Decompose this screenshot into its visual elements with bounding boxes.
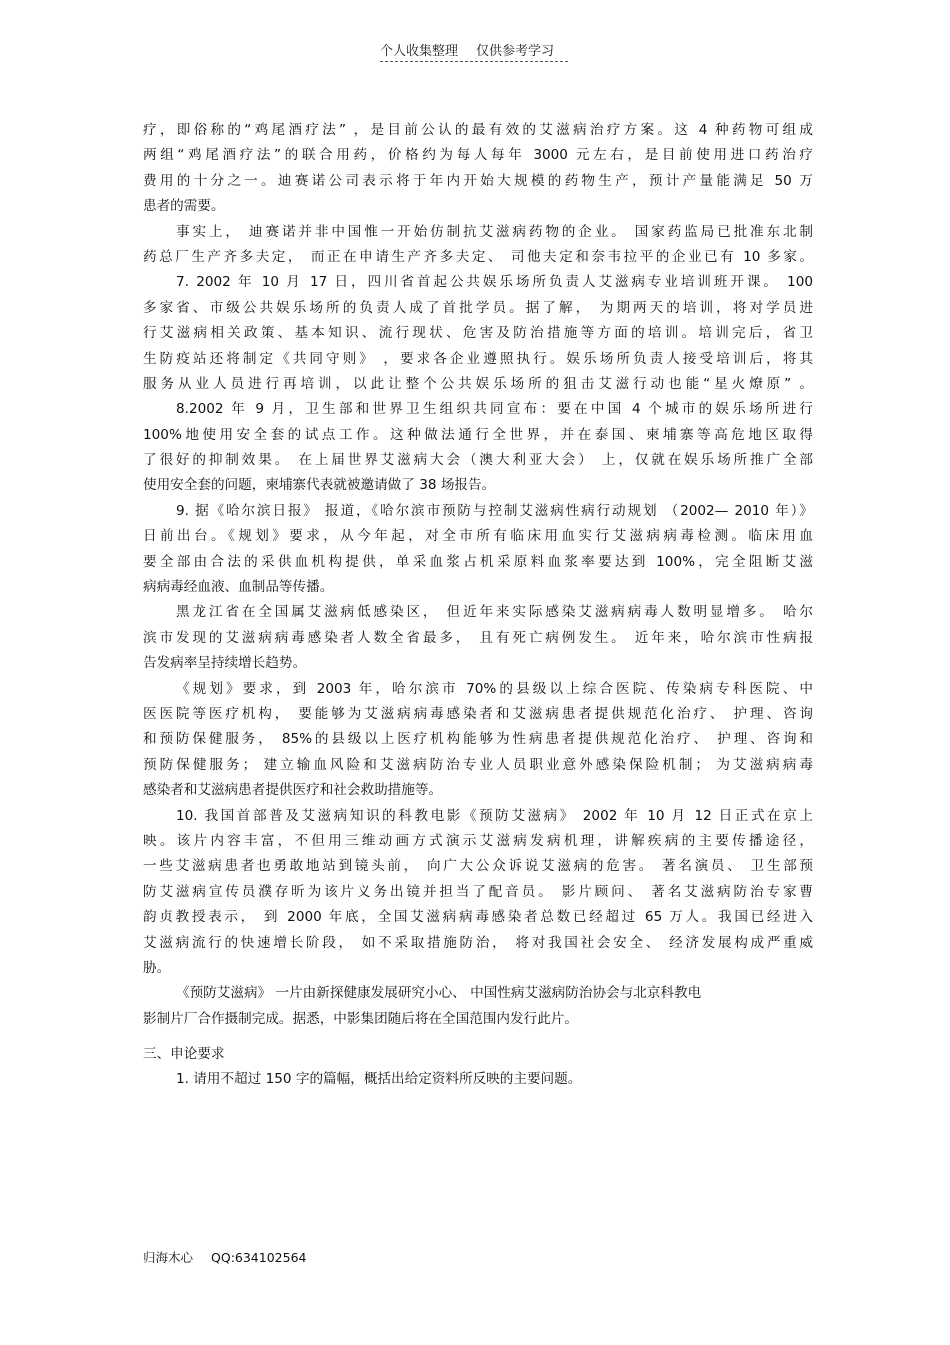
text-line: 10. 我国首部普及艾滋病知识的科教电影《预防艾滋病》 2002 年 10 月 12 日正式在京上: [176, 807, 813, 824]
text-line: 1. 请用不超过 150 字的篇幅，概括出给定资料所反映的主要问题。: [176, 1071, 582, 1088]
text-line: 防艾滋病宣传员濮存昕为该片义务出镜并担当了配音员。 影片顾问、 著名艾滋病防治专家曹: [143, 883, 813, 900]
text-line: 行艾滋病相关政策、基本知识、流行现状、危害及防治措施等方面的培训。培训完后，省卫: [143, 325, 813, 342]
text-line: 服务从业人员进行再培训，以此让整个公共娱乐场所的狙击艾滋行动也能“星火燎原” 。: [143, 375, 813, 392]
text-line: 艾滋病流行的快速增长阶段， 如不采取措施防治， 将对我国社会安全、 经济发展构成严重威: [143, 934, 813, 951]
text-line: 滨市发现的艾滋病病毒感染者人数全省最多， 且有死亡病例发生。 近年来，哈尔滨市性病报: [143, 629, 813, 646]
text-line: 韵贞教授表示， 到 2000 年底，全国艾滋病病毒感染者总数已经超过 65 万人。我国已经进入: [143, 909, 813, 926]
text-line: 多家省、市级公共娱乐场所的负责人成了首批学员。据了解， 为期两天的培训，将对学员进: [143, 299, 813, 316]
header-right-text: 仅供参考学习: [476, 44, 555, 59]
text-line: 药总厂生产齐多夫定， 而正在申请生产齐多夫定、 司他夫定和奈韦拉平的企业已有 10 多家。: [143, 248, 813, 265]
text-line: 生防疫站还将制定《共同守则》 ，要求各企业遵照执行。娱乐场所负责人接受培训后，将其: [143, 350, 813, 367]
text-line: 《预防艾滋病》 一片由新探健康发展研究小心、 中国性病艾滋病防治协会与北京科教电: [176, 985, 702, 1002]
page-footer: [143, 1248, 306, 1266]
text-line: 事实上， 迪赛诺并非中国惟一开始仿制抗艾滋病药物的企业。 国家药监局已批准东北制: [176, 223, 813, 240]
page-header: [380, 40, 568, 62]
text-line: 100%地使用安全套的试点工作。这种做法通行全世界，并在泰国、柬埔寨等高危地区取得: [143, 426, 813, 443]
text-line: 预防保健服务； 建立输血风险和艾滋病防治专业人员职业意外感染保险机制； 为艾滋病病毒: [143, 756, 813, 773]
text-line: 8.2002 年 9 月，卫生部和世界卫生组织共同宣布：要在中国 4 个城市的娱乐场所进行: [176, 401, 813, 418]
text-line: 9. 据《哈尔滨日报》 报道，《哈尔滨市预防与控制艾滋病性病行动规划 （2002— 2010 年）》: [176, 502, 813, 519]
footer-qq: QQ:634102564: [211, 1250, 307, 1265]
text-line: 使用安全套的问题，柬埔寨代表就被邀请做了 38 场报告。: [143, 477, 496, 494]
text-line: 黑龙江省在全国属艾滋病低感染区， 但近年来实际感染艾滋病病毒人数明显增多。 哈尔: [176, 604, 813, 621]
footer-name: 归海木心: [143, 1250, 194, 1265]
text-line: 影制片厂合作摄制完成。据悉，中影集团随后将在全国范围内发行此片。: [143, 1010, 578, 1027]
text-line: 感染者和艾滋病患者提供医疗和社会救助措施等。: [143, 782, 443, 799]
text-line: 映。该片内容丰富，不但用三维动画方式演示艾滋病发病机理，讲解疾病的主要传播途径，: [143, 832, 813, 849]
text-line: 胁。: [143, 959, 171, 976]
text-line: 病病毒经血液、血制品等传播。: [143, 579, 334, 596]
section-heading: 三、申论要求: [143, 1046, 225, 1063]
header-left-text: 个人收集整理: [380, 44, 459, 59]
text-line: 《规划》要求，到 2003 年，哈尔滨市 70%的县级以上综合医院、传染病专科医院、中: [176, 680, 813, 697]
document-body: [143, 118, 813, 1093]
text-line: 日前出台。《规划》要求，从今年起，对全市所有临床用血实行艾滋病病毒检测。临床用血: [143, 528, 813, 545]
text-line: 患者的需要。: [143, 198, 225, 215]
text-line: 医医院等医疗机构， 要能够为艾滋病病毒感染者和艾滋病患者提供规范化治疗、 护理、咨询: [143, 705, 813, 722]
text-line: 要全部由合法的采供血机构提供，单采血浆占机采原料血浆率要达到 100%，完全阻断艾滋: [143, 553, 813, 570]
text-line: 一些艾滋病患者也勇敢地站到镜头前， 向广大公众诉说艾滋病的危害。 著名演员、 卫生部预: [143, 858, 813, 875]
text-line: 告发病率呈持续增长趋势。: [143, 655, 307, 672]
text-line: 费用的十分之一。迪赛诺公司表示将于年内开始大规模的药物生产，预计产量能满足 50 万: [143, 172, 813, 189]
text-line: 和预防保健服务， 85%的县级以上医疗机构能够为性病患者提供规范化治疗、 护理、咨询和: [143, 731, 813, 748]
text-line: 了很好的抑制效果。 在上届世界艾滋病大会（澳大利亚大会） 上，仅就在娱乐场所推广全部: [143, 452, 813, 469]
text-line: 7. 2002 年 10 月 17 日，四川省首起公共娱乐场所负责人艾滋病专业培训班开课。 100: [176, 274, 813, 291]
text-line: 两组“鸡尾酒疗法”的联合用药，价格约为每人每年 3000 元左右，是目前使用进口药治疗: [143, 147, 813, 164]
text-line: 疗，即俗称的“鸡尾酒疗法” ，是目前公认的最有效的艾滋病治疗方案。这 4 种药物可组成: [143, 122, 813, 138]
